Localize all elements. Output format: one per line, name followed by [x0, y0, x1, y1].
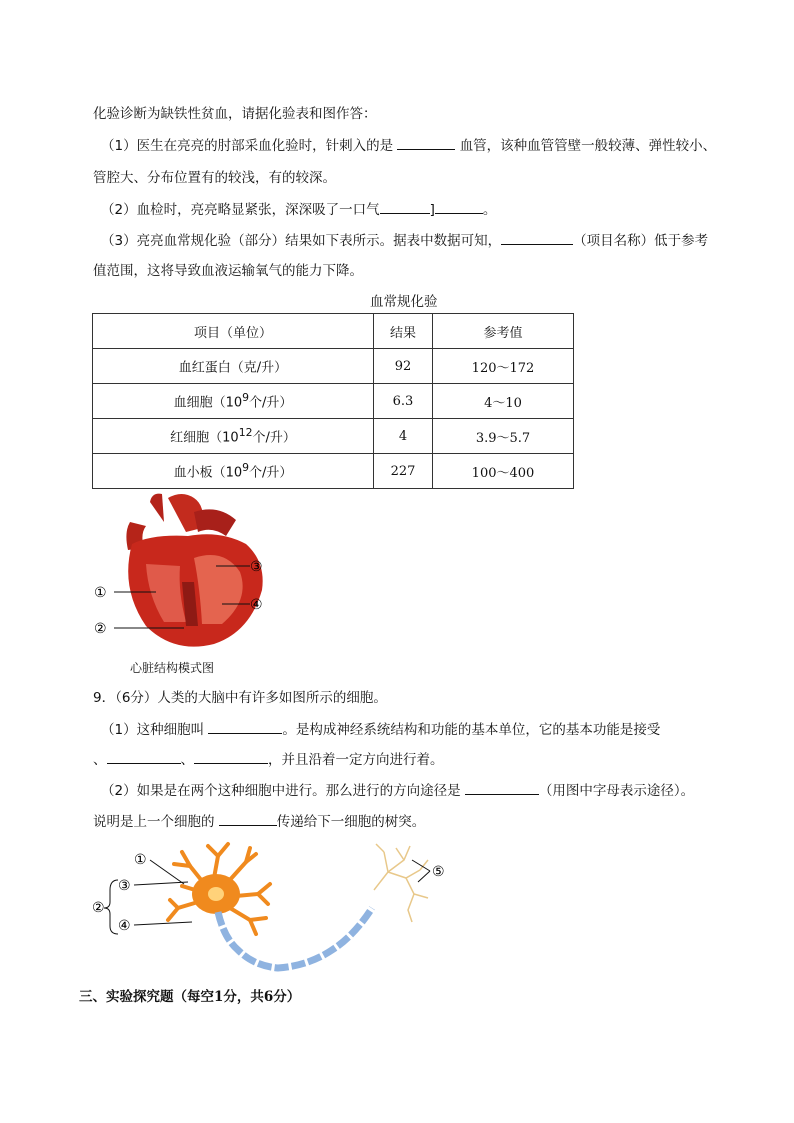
q9-line-3 — [101, 779, 694, 799]
q9-2-text-c: 说明是上一个细胞的 — [93, 814, 215, 830]
table-title: 血常规化验 — [370, 294, 438, 310]
q9-2-blank-2[interactable] — [219, 811, 277, 826]
header-result: 结果 — [374, 314, 433, 349]
neuron-label-3: ③ — [118, 878, 131, 894]
q9-1-text-b: 。是构成神经系统结构和功能的基本单位，它的基本功能是接受 — [282, 722, 661, 738]
q9-2-text-b: （用图中字母表示途径）。 — [538, 783, 695, 799]
vessel-shape — [150, 494, 164, 522]
table-row — [93, 419, 574, 454]
table-row — [93, 384, 574, 419]
q3-line-1 — [101, 229, 708, 249]
neuron-label-4: ④ — [118, 918, 131, 934]
q2-text-a: （2）血检时，亮亮略显紧张，深深吸了一口气 — [101, 202, 380, 218]
q3-blank[interactable] — [501, 230, 573, 245]
q3-text-b: （项目名称）低于参考 — [573, 233, 709, 249]
header-item: 项目（单位） — [93, 314, 374, 349]
neuron-pointer-3 — [134, 882, 188, 885]
table-row — [93, 349, 574, 384]
row-reference: 4～10 — [433, 384, 574, 419]
q9-line-1 — [101, 718, 660, 738]
q9-1-text-c: 、 — [93, 752, 107, 768]
row-item: 红细胞（$10^{12}$个/升） — [93, 419, 374, 454]
row-reference: 100～400 — [433, 454, 574, 489]
heart-body-shape — [128, 534, 262, 646]
neuron-diagram — [88, 838, 468, 976]
q2-line — [101, 198, 496, 218]
row-result: 4 — [374, 419, 433, 454]
q2-bracket: ] — [429, 202, 435, 218]
q1-blank[interactable] — [397, 135, 455, 150]
section-3-heading: 三、实验探究题（每空1分，共6分） — [79, 989, 301, 1005]
q9-1-text-d: 、 — [180, 752, 194, 768]
row-item: 血细胞（$10^9$个/升） — [93, 384, 374, 419]
neuron-label-1: ① — [134, 852, 147, 868]
q1-text-c: 管腔大、分布位置有的较浅，有的较深。 — [93, 170, 336, 186]
header-reference: 参考值 — [433, 314, 574, 349]
neuron-label-2: ② — [92, 900, 105, 916]
q9-line-2 — [93, 748, 444, 768]
q1-text-a: （1）医生在亮亮的肘部采血化验时，针刺入的是 — [101, 138, 394, 154]
table-header-row — [93, 314, 574, 349]
heart-label-1: ① — [94, 585, 107, 601]
q1-text-b: 血管，该种血管管壁一般较薄、弹性较小、 — [459, 138, 717, 154]
q9-1-blank-3[interactable] — [194, 749, 268, 764]
q3-text-a: （3）亮亮血常规化验（部分）结果如下表所示。据表中数据可知， — [101, 233, 502, 249]
row-result: 227 — [374, 454, 433, 489]
row-item: 血红蛋白（克/升） — [93, 349, 374, 384]
q9-2-text-a: （2）如果是在两个这种细胞中进行。那么进行的方向途径是 — [101, 783, 461, 799]
q9-2-blank[interactable] — [465, 780, 539, 795]
q3-text-c: 值范围，这将导致血液运输氧气的能力下降。 — [93, 263, 363, 279]
heart-diagram — [90, 492, 280, 654]
heart-label-2: ② — [94, 621, 107, 637]
heart-label-3: ③ — [250, 559, 263, 575]
row-reference: 120～172 — [433, 349, 574, 384]
neuron-label-5: ⑤ — [432, 864, 445, 880]
axon-shape — [218, 908, 372, 968]
brace-shape — [104, 880, 118, 934]
row-result: 6.3 — [374, 384, 433, 419]
q9-1-blank[interactable] — [208, 719, 282, 734]
table-row — [93, 454, 574, 489]
q2-blank-1[interactable] — [380, 199, 430, 214]
neuron-pointer-5b — [418, 871, 430, 882]
pulmonary-artery-shape — [194, 509, 236, 536]
q2-end: 。 — [482, 202, 497, 218]
q9-1-blank-2[interactable] — [107, 749, 181, 764]
q9-head: 9．（6分）人类的大脑中有许多如图所示的细胞。 — [93, 690, 387, 706]
q1-line-1 — [101, 134, 716, 154]
intro-text: 化验诊断为缺铁性贫血，请据化验表和图作答： — [93, 106, 377, 122]
row-item: 血小板（$10^9$个/升） — [93, 454, 374, 489]
nucleus-shape — [208, 887, 224, 901]
heart-label-4: ④ — [250, 597, 263, 613]
neuron-pointer-4 — [134, 922, 192, 925]
q9-2-text-d: 传递给下一细胞的树突。 — [276, 814, 426, 830]
row-result: 92 — [374, 349, 433, 384]
blood-test-table — [92, 313, 574, 489]
q9-1-text-a: （1）这种细胞叫 — [101, 722, 205, 738]
q9-1-text-e: ，并且沿着一定方向进行着。 — [268, 752, 444, 768]
heart-caption: 心脏结构模式图 — [130, 661, 215, 675]
q2-blank-2[interactable] — [435, 199, 483, 214]
axon-terminal-shape — [374, 844, 428, 922]
q9-line-4 — [93, 810, 425, 830]
row-reference: 3.9～5.7 — [433, 419, 574, 454]
